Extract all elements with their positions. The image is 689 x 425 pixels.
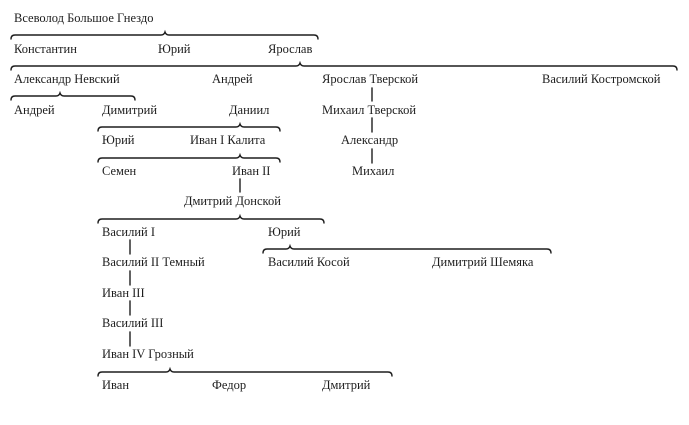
name-vsevolod: Всеволод Большое Гнездо (14, 11, 154, 25)
name-vasily-kostromskoy: Василий Костромской (542, 72, 661, 86)
name-yaroslav-tverskoy: Ярослав Тверской (322, 72, 419, 86)
name-yuri-dmitrievich: Юрий (268, 225, 301, 239)
name-ivan-iv-grozny: Иван IV Грозный (102, 347, 194, 361)
name-semen: Семен (102, 164, 137, 178)
bracket-alexander-children (11, 93, 135, 100)
bracket-ivan-kalita-children (98, 155, 280, 162)
name-ivan-ii: Иван II (232, 164, 271, 178)
name-konstantin: Константин (14, 42, 77, 56)
bracket-vsevolod-children (11, 32, 318, 39)
name-yuri: Юрий (158, 42, 191, 56)
name-dimitry-alexandrovich: Димитрий (102, 103, 158, 117)
name-alexander-nevsky: Александр Невский (14, 72, 120, 86)
name-dimitry-shemyaka: Димитрий Шемяка (432, 255, 534, 269)
name-vasily-iii: Василий III (102, 316, 164, 330)
bracket-ivan-iv-children (98, 369, 392, 376)
name-fedor: Федор (212, 378, 247, 392)
name-mikhail-tverskoy: Михаил Тверской (322, 103, 417, 117)
name-ivan-iii: Иван III (102, 286, 145, 300)
name-andrei-alexandrovich: Андрей (14, 103, 55, 117)
bracket-dmitry-donskoy-children (98, 216, 324, 223)
name-andrei-yaroslavich: Андрей (212, 72, 253, 86)
name-mikhail-alexandrovich: Михаил (352, 164, 395, 178)
name-ivan-ivanovich: Иван (102, 378, 130, 392)
name-dmitry-donskoy: Дмитрий Донской (184, 194, 281, 208)
name-yuri-danilovich: Юрий (102, 133, 135, 147)
name-yaroslav: Ярослав (268, 42, 313, 56)
name-vasily-kosoy: Василий Косой (268, 255, 350, 269)
bracket-yaroslav-children (11, 63, 677, 70)
name-ivan-kalita: Иван I Калита (190, 133, 266, 147)
name-daniil: Даниил (229, 103, 270, 117)
name-vasily-i: Василий I (102, 225, 156, 239)
name-alexander-mikhailovich: Александр (341, 133, 399, 147)
name-vasily-ii-temny: Василий II Темный (102, 255, 205, 269)
bracket-yuri-dmitrievich-children (263, 246, 551, 253)
name-dmitry-uglichsky: Дмитрий (322, 378, 371, 392)
bracket-daniil-children (98, 124, 280, 131)
